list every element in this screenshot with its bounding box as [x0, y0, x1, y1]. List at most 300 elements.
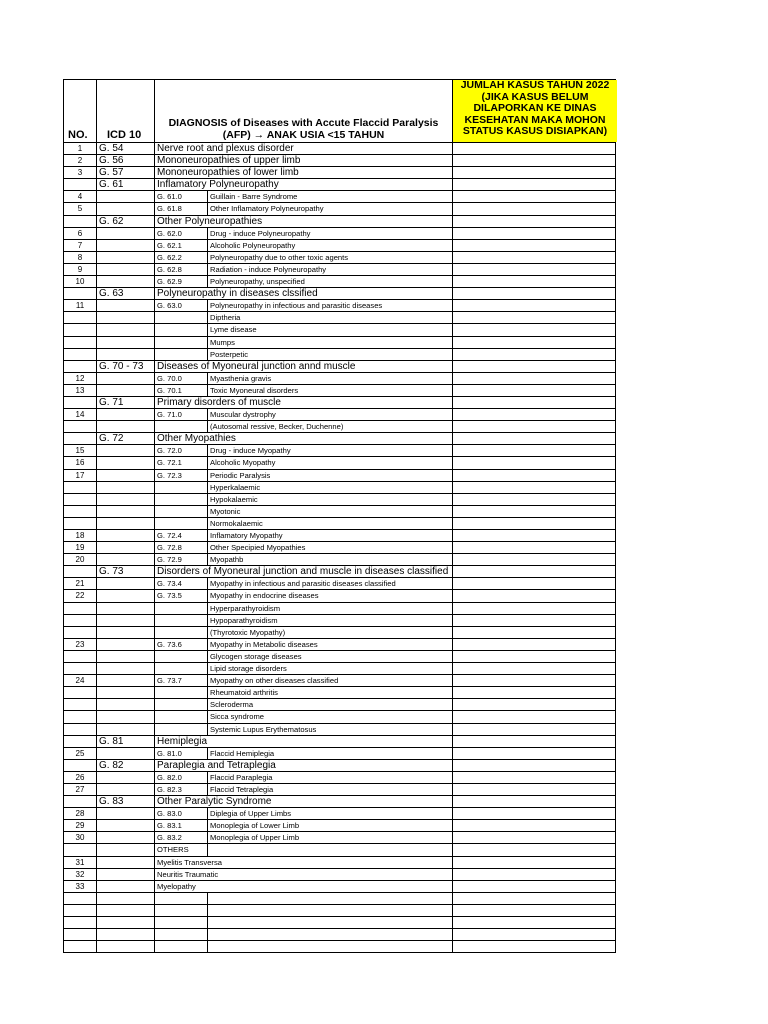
jumlah-kasus-cell — [452, 832, 616, 843]
icd-code-text: G. 73.4 — [157, 579, 182, 589]
icd-code — [154, 893, 207, 904]
icd-code — [154, 772, 207, 783]
icd-group-code-text: G. 62 — [99, 215, 124, 227]
table-row — [63, 324, 616, 336]
table-row — [63, 300, 616, 312]
table-row — [63, 844, 616, 856]
row-number — [63, 687, 96, 698]
icd-code — [154, 615, 207, 626]
row-number — [63, 421, 96, 432]
description — [207, 578, 452, 589]
description — [207, 590, 452, 601]
row-number — [63, 554, 96, 565]
description-text: Myopathy in Metabolic diseases — [210, 639, 318, 649]
description — [207, 324, 452, 335]
icd-code — [154, 748, 207, 759]
description — [207, 542, 452, 553]
table-row — [63, 506, 616, 518]
description-text: (Thyrotoxic Myopathy) — [210, 627, 286, 637]
group-description — [154, 143, 294, 154]
table-body — [63, 143, 616, 953]
row-number-text: 11 — [75, 301, 85, 311]
jumlah-kasus-cell — [452, 457, 616, 468]
row-number — [63, 651, 96, 662]
icd-code — [154, 457, 207, 468]
group-description — [154, 759, 276, 771]
icd-code — [154, 518, 207, 529]
icd-group-code — [96, 627, 154, 638]
row-number — [63, 300, 96, 311]
description-text: Myopathy in infectious and parasitic diseases classified — [210, 579, 396, 589]
icd-code — [154, 482, 207, 493]
description — [207, 748, 452, 759]
icd-group-code — [96, 748, 154, 759]
icd-group-code — [96, 639, 154, 650]
icd-code — [154, 203, 207, 214]
icd-code-text: G. 83.2 — [157, 833, 182, 843]
table-row — [63, 518, 616, 530]
jumlah-kasus-cell — [452, 421, 616, 432]
row-number — [63, 312, 96, 323]
row-number-text: 10 — [75, 277, 85, 287]
jumlah-kasus-cell — [452, 554, 616, 565]
description — [207, 337, 452, 348]
icd-code — [154, 699, 207, 710]
icd-code — [154, 675, 207, 686]
icd-group-code — [96, 349, 154, 360]
description-text: Other Inflamatory Polyneuropathy — [210, 204, 324, 214]
row-number — [63, 639, 96, 650]
row-number — [63, 615, 96, 626]
icd-group-code — [96, 772, 154, 783]
row-number — [63, 675, 96, 686]
description — [207, 675, 452, 686]
row-number — [63, 457, 96, 468]
description-text: Flaccid Tetraplegia — [210, 784, 274, 794]
row-number — [63, 276, 96, 287]
icd-code — [154, 905, 207, 916]
group-description — [154, 179, 279, 191]
icd-code — [154, 554, 207, 565]
row-number-text: 8 — [77, 252, 83, 262]
group-description — [154, 736, 207, 747]
jumlah-kasus-cell — [452, 772, 616, 783]
description-text: Alcoholic Polyneuropathy — [210, 240, 296, 250]
jumlah-kasus-cell — [452, 796, 616, 807]
table-row — [63, 590, 616, 602]
icd-group-code — [96, 881, 154, 892]
row-number — [63, 724, 96, 735]
group-description — [154, 796, 272, 808]
icd-code — [154, 917, 207, 928]
description — [207, 445, 452, 456]
row-number-text: 18 — [75, 531, 85, 540]
jumlah-kasus-cell — [452, 736, 616, 747]
row-number — [63, 917, 96, 928]
table-row — [63, 929, 616, 941]
table-row — [63, 615, 616, 627]
icd-code-text: G. 62.0 — [157, 228, 182, 238]
description-text: Hyperkalaemic — [210, 482, 261, 492]
icd-group-code — [96, 530, 154, 541]
icd-code — [154, 276, 207, 287]
group-description-text: Polyneuropathy in diseases clssified — [157, 288, 318, 300]
icd-group-code — [96, 240, 154, 251]
table-row — [63, 216, 616, 228]
jumlah-kasus-cell — [452, 518, 616, 529]
other-description — [154, 869, 219, 880]
group-description-text: Diseases of Myoneural junction annd muscle — [157, 360, 356, 372]
table-row — [63, 566, 616, 578]
row-number — [63, 530, 96, 541]
table-row — [63, 409, 616, 421]
icd-group-code — [96, 252, 154, 263]
description-text: Diptheria — [210, 313, 241, 323]
icd-group-code — [96, 312, 154, 323]
icd-code — [154, 373, 207, 384]
jumlah-kasus-cell — [452, 808, 616, 819]
row-number — [63, 203, 96, 214]
row-number-text: 28 — [75, 809, 85, 819]
row-number — [63, 264, 96, 275]
jumlah-kasus-cell — [452, 494, 616, 505]
icd-code — [154, 530, 207, 541]
row-number — [63, 784, 96, 795]
icd-group-code — [96, 663, 154, 674]
row-number — [63, 373, 96, 384]
description-text: Myotonic — [210, 506, 241, 516]
row-number — [63, 385, 96, 396]
description — [207, 300, 452, 311]
description — [207, 457, 452, 468]
icd-group-code — [96, 832, 154, 843]
icd-group-code — [96, 409, 154, 420]
icd-code — [154, 385, 207, 396]
icd-group-code — [96, 615, 154, 626]
jumlah-kasus-cell — [452, 264, 616, 275]
table-row — [63, 361, 616, 373]
row-number-text: 12 — [75, 373, 85, 383]
description — [207, 699, 452, 710]
icd-code-text: G. 73.5 — [157, 591, 182, 601]
table-row — [63, 687, 616, 699]
description-text: Hyperparathyroidism — [210, 603, 281, 613]
description — [207, 603, 452, 614]
group-description-text: Mononeuropathies of upper limb — [157, 155, 301, 167]
icd-group-code — [96, 300, 154, 311]
group-description-text: Disorders of Myoneural junction and muscle in diseases classified — [157, 566, 449, 578]
row-number — [63, 857, 96, 868]
group-description-text: Hemiplegia — [157, 735, 208, 747]
description-text: Drug - induce Myopathy — [210, 446, 291, 456]
icd-group-code — [96, 337, 154, 348]
jumlah-kasus-cell — [452, 893, 616, 904]
jumlah-kasus-cell — [452, 385, 616, 396]
icd-code — [154, 349, 207, 360]
jumlah-kasus-cell — [452, 288, 616, 299]
group-description — [154, 396, 281, 408]
row-number — [63, 433, 96, 444]
description-text: Myopathb — [210, 555, 244, 565]
icd-code-text: G. 70.0 — [157, 373, 182, 383]
icd-group-code — [96, 808, 154, 819]
row-number-text: 3 — [77, 168, 83, 178]
row-number-text: 5 — [77, 204, 83, 214]
jumlah-kasus-cell — [452, 252, 616, 263]
row-number-text: 13 — [75, 385, 85, 395]
description — [207, 349, 452, 360]
icd-group-code — [96, 361, 154, 372]
table-row — [63, 772, 616, 784]
jumlah-kasus-cell — [452, 312, 616, 323]
description-text: Myopathy in endocrine diseases — [210, 591, 319, 601]
table-row — [63, 240, 616, 252]
jumlah-kasus-cell — [452, 675, 616, 686]
row-number-text: 19 — [75, 543, 85, 553]
description — [207, 409, 452, 420]
table-row — [63, 578, 616, 590]
jumlah-kasus-cell — [452, 433, 616, 444]
description — [207, 264, 452, 275]
description — [207, 385, 452, 396]
icd-group-code — [96, 179, 154, 190]
icd-group-code — [96, 482, 154, 493]
table-row — [63, 337, 616, 349]
icd-group-code-text: G. 71 — [99, 396, 124, 408]
icd-code-text: G. 62.8 — [157, 264, 182, 274]
row-number — [63, 736, 96, 747]
row-number — [63, 179, 96, 190]
row-number-text: 29 — [75, 821, 85, 831]
icd-group-code — [96, 941, 154, 952]
icd-group-code — [96, 191, 154, 202]
description — [207, 917, 452, 928]
icd-group-code — [96, 155, 154, 166]
jumlah-kasus-cell — [452, 216, 616, 227]
row-number — [63, 566, 96, 577]
row-number — [63, 518, 96, 529]
icd-code — [154, 470, 207, 481]
row-number — [63, 590, 96, 601]
row-number — [63, 760, 96, 771]
row-number — [63, 143, 96, 154]
description-text: Hypokalaemic — [210, 494, 258, 504]
icd-code — [154, 240, 207, 251]
icd-group-code — [96, 736, 154, 747]
group-description — [154, 215, 263, 227]
table-row — [63, 941, 616, 953]
icd-group-code — [96, 857, 154, 868]
row-number — [63, 155, 96, 166]
row-number — [63, 167, 96, 178]
icd-code-text: G. 72.1 — [157, 458, 182, 468]
table-row — [63, 893, 616, 905]
icd-code-text: G. 81.0 — [157, 748, 182, 758]
icd-group-code — [96, 869, 154, 880]
icd-group-code — [96, 143, 154, 154]
group-description-text: Other Paralytic Syndrome — [157, 796, 272, 808]
row-number — [63, 929, 96, 940]
icd-code-text: G. 72.8 — [157, 543, 182, 553]
icd-group-code-text: G. 72 — [99, 433, 124, 445]
icd-code — [154, 494, 207, 505]
other-description-text: Myelitis Transversa — [157, 857, 222, 867]
description-text: Lipid storage disorders — [210, 664, 287, 674]
row-number — [63, 748, 96, 759]
table-row — [63, 494, 616, 506]
jumlah-kasus-cell — [452, 179, 616, 190]
table-row — [63, 554, 616, 566]
description-text: Muscular dystrophy — [210, 410, 276, 420]
icd-group-code-text: G. 54 — [99, 143, 124, 154]
icd-code — [154, 578, 207, 589]
row-number — [63, 832, 96, 843]
table-row — [63, 470, 616, 482]
icd-group-code-text: G. 70 - 73 — [99, 360, 144, 372]
table-row — [63, 603, 616, 615]
icd-code — [154, 300, 207, 311]
table-header — [63, 79, 616, 143]
icd-code — [154, 832, 207, 843]
icd-group-code-text: G. 83 — [99, 796, 124, 808]
description — [207, 228, 452, 239]
table-row — [63, 784, 616, 796]
icd-code — [154, 506, 207, 517]
icd-code-text: G. 72.9 — [157, 555, 182, 565]
jumlah-kasus-cell — [452, 905, 616, 916]
description — [207, 554, 452, 565]
group-description-text: Nerve root and plexus disorder — [157, 143, 294, 154]
icd-group-code — [96, 651, 154, 662]
icd-code — [154, 711, 207, 722]
description-text: Polyneuropathy in infectious and parasitic diseases — [210, 301, 383, 311]
icd-group-code-text: G. 73 — [99, 566, 124, 578]
jumlah-kasus-cell — [452, 566, 616, 577]
jumlah-kasus-cell — [452, 155, 616, 166]
table-row — [63, 917, 616, 929]
jumlah-kasus-cell — [452, 699, 616, 710]
description-text: Diplegia of Upper Limbs — [210, 809, 292, 819]
icd-group-code-text: G. 56 — [99, 155, 124, 167]
description — [207, 530, 452, 541]
jumlah-kasus-cell — [452, 578, 616, 589]
jumlah-kasus-cell — [452, 590, 616, 601]
description — [207, 518, 452, 529]
icd-code — [154, 627, 207, 638]
description-text: Flaccid Paraplegia — [210, 772, 273, 782]
row-number — [63, 772, 96, 783]
group-description — [154, 288, 318, 300]
table-row — [63, 808, 616, 820]
table-row — [63, 542, 616, 554]
description-text: Flaccid Hemiplegia — [210, 748, 275, 758]
icd-group-code — [96, 784, 154, 795]
row-number-text: 21 — [75, 579, 85, 589]
row-number-text: 24 — [75, 676, 85, 686]
table-row — [63, 385, 616, 397]
icd-code-text: G. 72.4 — [157, 531, 182, 540]
other-description-text: Myelopathy — [157, 881, 196, 891]
description-text: Other Specipied Myopathies — [210, 543, 306, 553]
row-number — [63, 191, 96, 202]
header-jumlah-kasus: JUMLAH KASUS TAHUN 2022 (JIKA KASUS BELUM DILAPORKAN KE DINAS KESEHATAN MAKA MOHON STATUS KASUS DISIAPKAN) — [453, 80, 617, 142]
row-number — [63, 397, 96, 408]
description — [207, 312, 452, 323]
table-row — [63, 445, 616, 457]
jumlah-kasus-cell — [452, 639, 616, 650]
icd-group-code — [96, 917, 154, 928]
icd-group-code — [96, 397, 154, 408]
jumlah-kasus-cell — [452, 397, 616, 408]
jumlah-kasus-cell — [452, 373, 616, 384]
icd-group-code — [96, 494, 154, 505]
icd-code-text: G. 70.1 — [157, 385, 182, 395]
row-number — [63, 494, 96, 505]
icd-group-code-text: G. 57 — [99, 167, 124, 179]
row-number — [63, 506, 96, 517]
row-number-text: 9 — [77, 264, 83, 274]
table-row — [63, 748, 616, 760]
icd-code — [154, 603, 207, 614]
icd-code-text: G. 63.0 — [157, 301, 182, 311]
table-row — [63, 736, 616, 748]
row-number — [63, 216, 96, 227]
icd-code — [154, 252, 207, 263]
table-row — [63, 869, 616, 881]
icd-group-code — [96, 373, 154, 384]
table-row — [63, 663, 616, 675]
description — [207, 421, 452, 432]
row-number — [63, 240, 96, 251]
icd-code-text: G. 62.2 — [157, 252, 182, 262]
icd-code — [154, 844, 207, 855]
jumlah-kasus-cell — [452, 143, 616, 154]
row-number-text: 1 — [77, 144, 83, 153]
table-row — [63, 203, 616, 215]
row-number-text: 17 — [75, 470, 85, 480]
table-row — [63, 905, 616, 917]
row-number-text: 2 — [77, 156, 83, 166]
jumlah-kasus-cell — [452, 748, 616, 759]
table-row — [63, 639, 616, 651]
row-number — [63, 252, 96, 263]
icd-code-text: OTHERS — [157, 845, 189, 855]
jumlah-kasus-cell — [452, 530, 616, 541]
table-row — [63, 433, 616, 445]
table-row — [63, 155, 616, 167]
icd-group-code — [96, 724, 154, 735]
jumlah-kasus-cell — [452, 929, 616, 940]
icd-code — [154, 191, 207, 202]
jumlah-kasus-cell — [452, 506, 616, 517]
other-description — [154, 857, 222, 868]
jumlah-kasus-cell — [452, 203, 616, 214]
description — [207, 203, 452, 214]
icd-group-code — [96, 445, 154, 456]
description-text: Myasthenia gravis — [210, 373, 272, 383]
icd-code — [154, 590, 207, 601]
jumlah-kasus-cell — [452, 627, 616, 638]
row-number — [63, 663, 96, 674]
description — [207, 627, 452, 638]
row-number-text: 14 — [75, 410, 85, 420]
jumlah-kasus-cell — [452, 409, 616, 420]
row-number — [63, 699, 96, 710]
icd-code-text: G. 61.0 — [157, 192, 182, 202]
description-text: Guillain - Barre Syndrome — [210, 192, 298, 202]
group-description-text: Other Polyneuropathies — [157, 215, 263, 227]
icd-group-code — [96, 518, 154, 529]
